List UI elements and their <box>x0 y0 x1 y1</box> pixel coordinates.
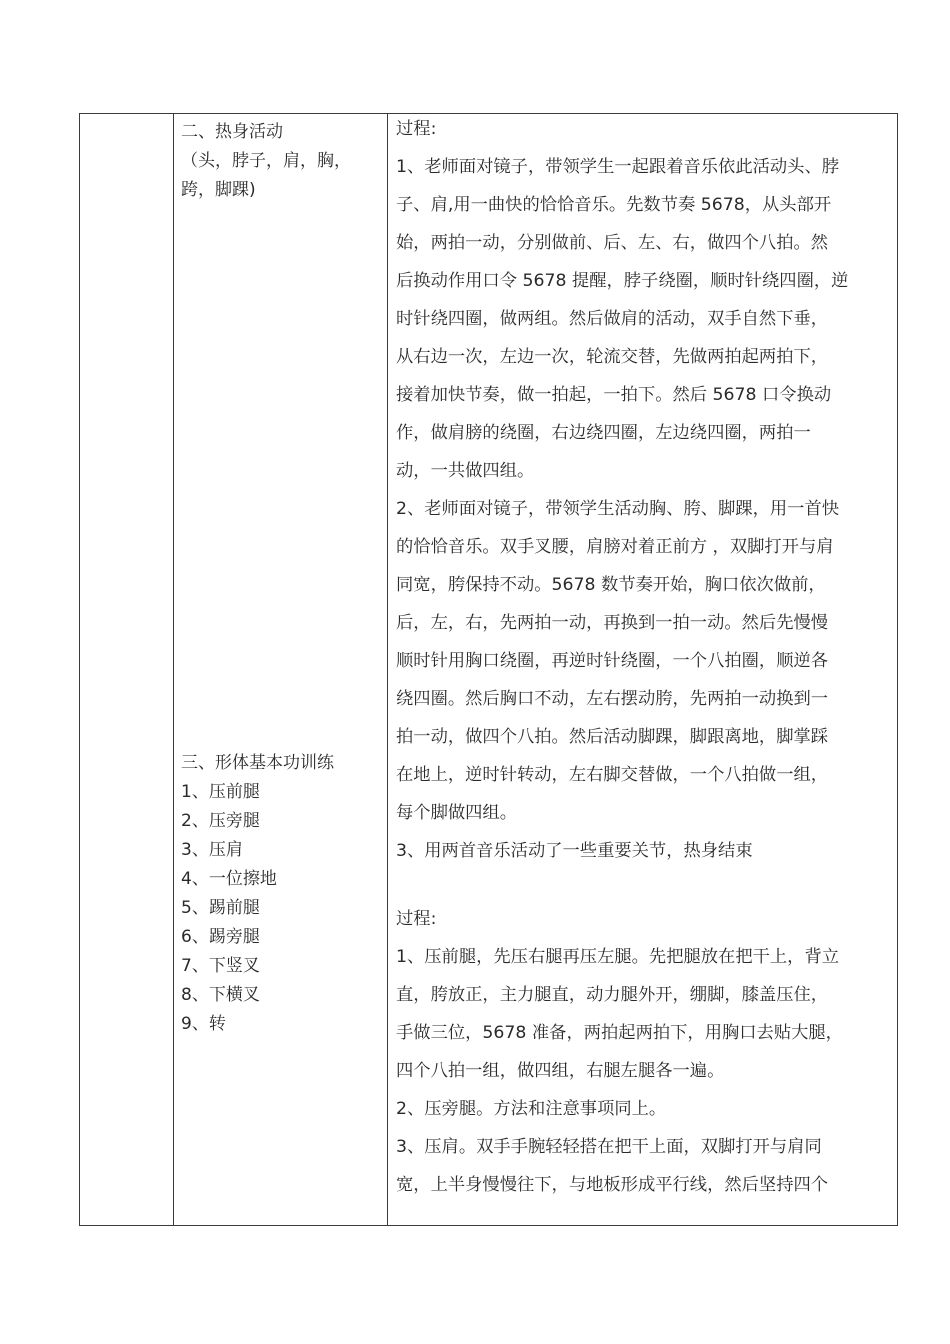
process-text-line: 后，左，右，先两拍一动，再换到一拍一动。然后先慢慢 <box>396 613 829 633</box>
process-text-line: 1、压前腿，先压右腿再压左腿。先把腿放在把干上，背立 <box>396 947 840 967</box>
training-item: 2、压旁腿 <box>181 811 260 831</box>
training-item: 4、一位擦地 <box>181 869 277 889</box>
process-text-line: 2、老师面对镜子，带领学生活动胸、胯、脚踝，用一首快 <box>396 499 840 519</box>
training-item: 6、踢旁腿 <box>181 927 260 947</box>
process-text-line: 同宽，胯保持不动。5678 数节奏开始，胸口依次做前， <box>396 575 826 595</box>
training-item: 1、压前腿 <box>181 782 260 802</box>
column-divider-2 <box>387 114 388 1225</box>
training-item: 9、转 <box>181 1014 226 1034</box>
warmup-subtitle-line-1: （头，脖子，肩，胸， <box>181 151 351 171</box>
training-item: 3、压肩 <box>181 840 243 860</box>
training-item: 5、踢前腿 <box>181 898 260 918</box>
process-text-line: 在地上，逆时针转动，左右脚交替做，一个八拍做一组， <box>396 765 829 785</box>
process-text-line: 顺时针用胸口绕圈，再逆时针绕圈，一个八拍圈，顺逆各 <box>396 651 829 671</box>
process-text-line: 2、压旁腿。方法和注意事项同上。 <box>396 1099 667 1119</box>
process-text-line: 接着加快节奏，做一拍起，一拍下。然后 5678 口令换动 <box>396 385 832 405</box>
process-text-line: 子、肩,用一曲快的恰恰音乐。先数节奏 5678，从头部开 <box>396 195 832 215</box>
process-text-line: 时针绕四圈，做两组。然后做肩的活动，双手自然下垂， <box>396 309 829 329</box>
process-text-line: 作，做肩膀的绕圈，右边绕四圈，左边绕四圈，两拍一 <box>396 423 811 443</box>
lesson-table <box>79 113 898 1226</box>
process-text-line: 的恰恰音乐。双手叉腰，肩膀对着正前方 ，双脚打开与肩 <box>396 537 834 557</box>
process-text-line: 宽，上半身慢慢往下，与地板形成平行线，然后坚持四个 <box>396 1175 829 1195</box>
process-text-line: 直，胯放正，主力腿直，动力腿外开，绷脚，膝盖压住， <box>396 985 829 1005</box>
warmup-process <box>396 112 896 872</box>
process-text-line: 动，一共做四组。 <box>396 461 535 481</box>
process-text-line: 3、压肩。双手手腕轻轻搭在把干上面，双脚打开与肩同 <box>396 1137 822 1157</box>
process-text-line: 每个脚做四组。 <box>396 803 517 823</box>
process-text-line: 后换动作用口令 5678 提醒，脖子绕圈，顺时针绕四圈，逆 <box>396 271 849 291</box>
training-process <box>396 902 896 1206</box>
process-label: 过程: <box>396 909 437 929</box>
basic-training-section <box>181 749 381 1039</box>
process-text-line: 绕四圈。然后胸口不动，左右摆动胯，先两拍一动换到一 <box>396 689 829 709</box>
warmup-title: 二、热身活动 <box>181 122 283 142</box>
warmup-section <box>181 118 381 205</box>
process-text-line: 从右边一次，左边一次，轮流交替，先做两拍起两拍下， <box>396 347 829 367</box>
process-text-line: 手做三位，5678 准备，两拍起两拍下，用胸口去贴大腿， <box>396 1023 843 1043</box>
basic-training-title: 三、形体基本功训练 <box>181 753 334 773</box>
process-label: 过程: <box>396 119 437 139</box>
process-text-line: 1、老师面对镜子，带领学生一起跟着音乐依此活动头、脖 <box>396 157 840 177</box>
process-text-line: 拍一动，做四个八拍。然后活动脚踝，脚跟离地，脚掌踩 <box>396 727 829 747</box>
training-item: 8、下横叉 <box>181 985 260 1005</box>
column-divider-1 <box>173 114 174 1225</box>
warmup-subtitle-line-2: 跨，脚踝) <box>181 180 256 200</box>
process-text-line: 四个八拍一组，做四组，右腿左腿各一遍。 <box>396 1061 725 1081</box>
process-text-line: 3、用两首音乐活动了一些重要关节，热身结束 <box>396 841 753 861</box>
process-text-line: 始，两拍一动，分别做前、后、左、右，做四个八拍。然 <box>396 233 829 253</box>
training-item: 7、下竖叉 <box>181 956 260 976</box>
